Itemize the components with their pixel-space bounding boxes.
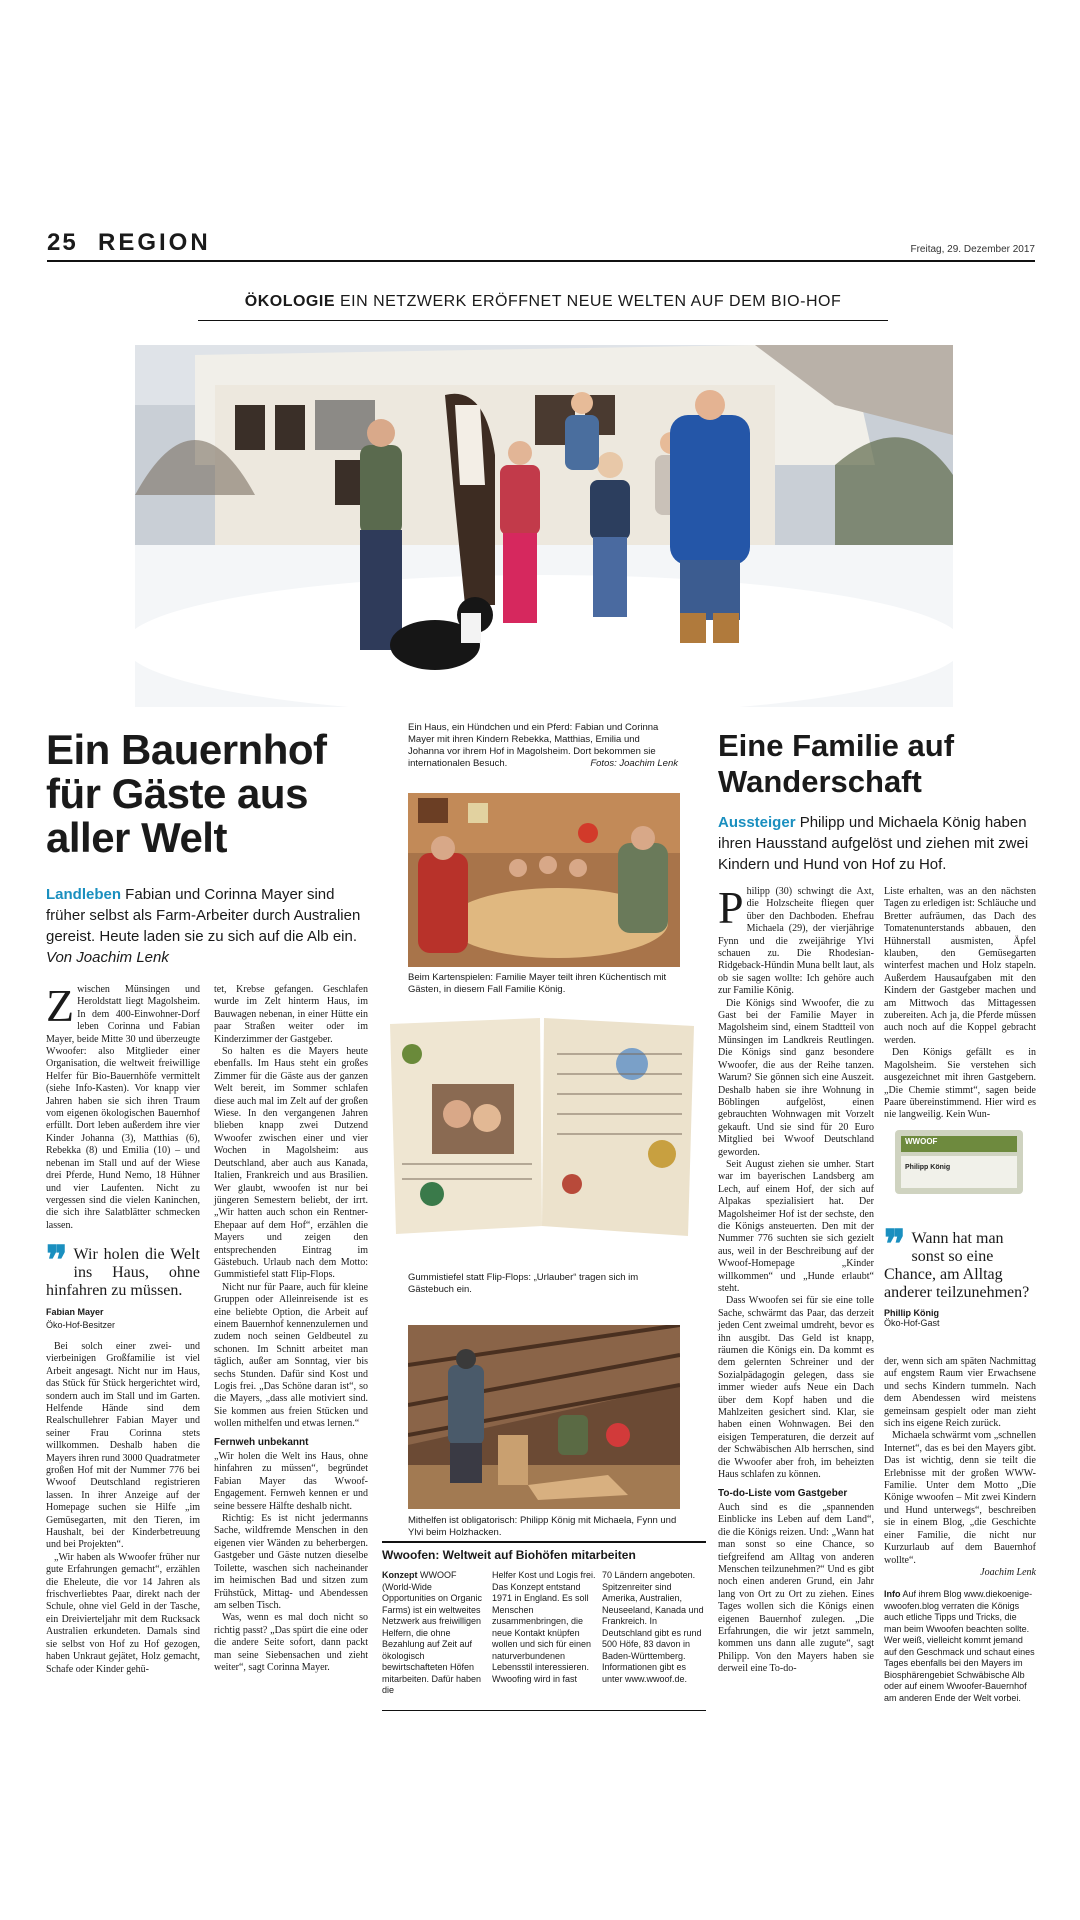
info-note (884, 1589, 1036, 1704)
dropcap: P (718, 882, 744, 933)
paragraph: So halten es die Mayers heute ebenfalls. Im Haus steht ein großes Zimmer für die Gäste aus der ganzen Welt bereit, im Sommer schlafen diese auch mal im Zelt auf der großen Wiese. In den vergangenen Jahren blieben knapp zwei Dutzend Wwoofer zwischen einer und vier Wochen in Magolsheim: aus Deutschland, aber auch aus Kanada, Italien, Frankreich und aus Brasilien. Wer glaubt, wwoofen ist nur bei jüngeren Semestern beliebt, der irrt. „Wir hatten auch schon ein Rentner-Ehepaar auf dem Hof“, erzählen die Mayers und zeigen den entsprechenden Eintrag im Gästebuch. Urlaub nach dem Motto: Gummistiefel statt Flip-Flops. (214, 1046, 368, 1281)
main-teaser (46, 884, 376, 968)
main-story-column-2 (214, 984, 368, 1674)
card-name: Philipp König (905, 1164, 951, 1171)
infobox-column-2: Helfer Kost und Logis frei. Das Konzept entstand 1971 in England. Es soll Menschen zusammenbringen, die neue Kontakt knüpfen wollen und sich für einen naturverbundenen Lebensstil interessieren. Wwoofing wird in fast (492, 1570, 596, 1684)
photo-wood-chopping (408, 1325, 680, 1509)
paragraph: Den Königs gefällt es in Magolsheim. Sie verstehen sich ausgezeichnet mit ihren Gastgebern. „Die Chemie stimmt“, sagen beide Paare übereinstimmend. Hier wird es nie langweilig. Kein Wun- (884, 1047, 1036, 1121)
infobox-title: Wwoofen: Weltweit auf Biohöfen mitarbeiten (382, 1548, 636, 1562)
kicker-topic: ÖKOLOGIE (244, 293, 335, 310)
info-text: Auf ihrem Blog www.diekoenige-wwoofen.blog verraten die Königs auch etliche Tipps und Tricks, die man beim Wwoofen beachten sollte. Wer weiß, vielleicht kommt jemand auf den Geschmack und schaut eines Tages ebenfalls bei den Mayers im Biosphärengebiet Schwäbische Alb oder auf einem Wwoofer-Bauernhof am anderen Ende der Welt vorbei. (884, 1589, 1035, 1703)
photo-guestbook (382, 1014, 702, 1240)
quote-text: Wir holen die Welt ins Haus, ohne hinfahren zu müssen. (46, 1246, 200, 1300)
second-story-column-2 (884, 886, 1036, 1122)
quote-author: Fabian Mayer (46, 1307, 104, 1318)
lead-keyword: Landleben (46, 886, 122, 903)
infobox-label: Konzept (382, 1570, 418, 1580)
second-teaser (718, 812, 1048, 875)
quote-role: Öko-Hof-Gast (884, 1318, 940, 1328)
quote-icon: ❞ (884, 1223, 906, 1267)
kicker-text: EIN NETZWERK ERÖFFNET NEUE WELTEN AUF DEM BIO-HOF (335, 293, 842, 310)
paragraph: Richtig: Es ist nicht jedermanns Sache, wildfremde Menschen in den eigenen vier Wänden zu beherbergen. Gastgeber und Gäste nutzen dieselbe Toilette, waschen sich nacheinander im heimischen Bad und sitzen zum Frühstück, Mittag- und Abendessen am selben Tisch. (214, 1513, 368, 1611)
lead-text: Philipp und Michaela König haben ihren Hausstand aufgelöst und ziehen mit zwei Kindern und Hund von Hof zu Hof. (718, 814, 1029, 873)
photo-credit: Fotos: Joachim Lenk (590, 758, 678, 769)
second-story-column-1 (718, 882, 874, 1676)
byline-end: Joachim Lenk (980, 1566, 1036, 1578)
main-headline: Ein Bauernhof für Gäste aus aller Welt (46, 726, 327, 861)
dropcap: Z (46, 980, 75, 1031)
infobox-rule-top (382, 1541, 706, 1543)
lead-text: Fabian und Corinna Mayer sind früher selbst als Farm-Arbeiter durch Australien gereist. Heute laden sie zu sich auf die Alb ein. (46, 886, 361, 945)
photo2-caption: Beim Kartenspielen: Familie Mayer teilt ihren Küchentisch mit Gästen, in diesem Fall Familie König. (408, 972, 667, 995)
paragraph: Michaela schwärmt vom „schnellen Internet“, das es bei den Mayers gibt. Das ist wichtig, denn sie teilt die Erlebnisse mit der großen WWW-Familie. Unter dem Motto „Die Könige wwoofen – Mit zwei Kindern und Hund unterwegs“, beschreiben sie in einem Blog, „die Geschichte einer Familie, die nicht nur Kurzurlaub auf dem Bauernhof wollte“. (884, 1430, 1036, 1566)
main-photo-family-farm (135, 345, 953, 707)
photo3-caption: Gummistiefel statt Flip-Flops: „Urlauber“ tragen sich im Gästebuch ein. (408, 1272, 639, 1295)
section-title: REGION (98, 229, 211, 256)
photo4-caption: Mithelfen ist obligatorisch: Philipp König mit Michaela, Fynn und Ylvi beim Holzhacken. (408, 1515, 677, 1538)
card-brand: WWOOF (905, 1137, 938, 1146)
paragraph: Liste erhalten, was an den nächsten Tagen zu erledigen ist: Schläuche und Bretter aufräumen, das Dach des Tomatenunterstands abbauen, den Hühnerstall ausmisten, Äpfel klauben, den Gemüsegarten winterfest machen und Holz stapeln. Außerdem Hausaufgaben mit den Kindern der Gastgeber machen und am Mittwoch das Mittagessen zubereiten. Ach ja, die Pferde müssen auch noch auf die Koppel gebracht werden. (884, 886, 1036, 1046)
paragraph: der, wenn sich am späten Nachmittag auf engstem Raum vier Erwachsene und sechs Kindern tummeln. Nach dem Abendessen wird meistens gemeinsam gespielt oder man zieht sich ins eigene Reich zurück. (884, 1356, 1036, 1430)
paragraph: Die Königs sind Wwoofer, die zu Gast bei der Familie Mayer in Magolsheim sind, einem Stadtteil von Münsingen im Landkreis Reutlingen. Die Königs sind ganz besondere Wwoofer, die aus der Reihe tanzen. Warum? Sie gönnen sich eine Auszeit. Deshalb haben sie ihre Wohnung in Böblingen aufgelöst, einen gebrauchten Wohnwagen mit Vorzelt gekauft. Und sie sind für 20 Euro Mitglied bei Wwoof Deutschland geworden. (718, 997, 874, 1158)
paragraph: tet, Krebse gefangen. Geschlafen wurde im Zelt hinterm Haus, im Bauwagen nebenan, in einer Hütte ein paar Straßen weiter oder im Kinderzimmer der Gastgeber. (214, 984, 368, 1045)
paragraph: „Wir holen die Welt ins Haus, ohne hinfahren zu müssen“, begründet Fabian Mayer das Wwoof-Engagement. Fernweh kennen er und seine bessere Hälfte deshalb nicht. (214, 1451, 368, 1512)
infobox-column-3: 70 Ländern angeboten. Spitzenreiter sind Amerika, Australien, Neuseeland, Kanada und Frankreich. In Deutschland gibt es rund 500 Höfe, 83 davon in Baden-Württemberg. Informationen gibt es unter www.wwoof.de. (602, 1570, 704, 1684)
photo-card-game (408, 793, 680, 967)
subheading: Fernweh unbekannt (214, 1436, 309, 1448)
photo-membership-card (895, 1130, 1023, 1194)
paragraph: wischen Münsingen und Heroldstatt liegt Magolsheim. In dem 400-Einwohner-Dorf leben Corinna und Fabian Mayer, beide Mitte 30 und überzeugte Wwoofer: also Mitglieder einer Organisation, die weltweit freiwillige Helfer für Bio-Bauernhöfe vermittelt (siehe Info-Kasten). Vor knapp vier Jahren haben sie sich ihren Traum vom eigenen ökologischen Bauernhof erfüllt. Dort leben außerdem ihre vier Kinder Johanna (3), Matthias (6), Rebekka (8) und Emilia (10) – und nebenan im Stall und auf der Wiese drei Pferde, Hund Nemo, 18 Hühner und vier Laufenten. Nicht zu vergessen sind die vielen Kaninchen, die sich ihre Salatblätter schmecken lassen. (46, 984, 200, 1231)
header-rule (47, 260, 1035, 262)
second-headline: Eine Familie auf Wanderschaft (718, 728, 955, 799)
paragraph: Bei solch einer zwei- und vierbeinigen Großfamilie ist viel Arbeit angesagt. Nicht nur im Haus, das Stück für Stück hergerichtet wird, sondern auch im Stall und im Garten. Helfende Hände sind dem Realschullehrer Fabian Mayer und seiner Frau Corinna stets willkommen. Deshalb haben die Mayers ihren rund 3000 Quadratmeter großen Hof mit der Nummer 776 bei Wwoof Deutschland registrieren lassen. In ihrer Anzeige auf der Homepage suchen sie Hilfe „im Gemüsegarten, mit den Tieren, im Haushalt, bei der Kinderbetreuung und bei Projekten“. (46, 1340, 200, 1551)
quote-text: Wann hat man sonst so eine Chance, am Alltag anderer teilzunehmen? (884, 1230, 1030, 1301)
paragraph: Auch sind es die „spannenden Einblicke ins Leben auf dem Land“, die die Königs reizen. Und: „Wann hat man sonst so eine Chance, so tiefgreifend am Alltag von anderen Menschen teilzunehmen?“ Und es gibt noch einen anderen Grund, ein Jahr lang von Ort zu Ort zu ziehen. Eines Tages wollen sich die Königs einen eigenen Bauernhof zulegen. „Die Erfahrungen, die wir jetzt sammeln, kommen uns dann alle zugute“, sagt Philipp. Von den Mayers haben sie derweil eine To-do- (718, 1501, 874, 1675)
pull-quote (884, 1223, 1036, 1328)
paragraph: „Wir haben als Wwoofer früher nur gute Erfahrungen gemacht“, erzählen die Eheleute, die vor 14 Jahren als frischverliebtes Paar, direkt nach der Schule, ohne viel Geld in der Tasche, ein Dreivierteljahr mit dem Rucksack Australien erkundeten. Damals sind sie selbst von Hof zu Hof gezogen, haben Unkraut gejätet, Holz gemacht, Schafe oder Kinder gehü- (46, 1551, 200, 1675)
paragraph: Nicht nur für Paare, auch für kleine Gruppen oder Alleinreisende ist es eine beliebte Option, die Arbeit auf einem Bauernhof kennenzulernen und zudem noch seinen Geldbeutel zu schonen. Im Schnitt arbeitet man täglich, außer am Sonntag, vier bis sechs Stunden. Dafür sind Kost und Logis frei. „Das Schöne daran ist“, so die Mayers, „dass alle motiviert sind. Sie kommen aus freien Stücken und wollen mithelfen und etwas lernen.“ (214, 1281, 368, 1430)
paragraph: hilipp (30) schwingt die Axt, die Holzscheite fliegen quer über den Dachboden. Ehefrau Michaela (29), der vierjährige Fynn und die zweijährige Ylvi schauen zu. Die Rhodesian-Ridgeback-Hündin Muna bellt laut, als ob sie sagen wollte: Ich gehöre auch zur Familie König. (718, 886, 874, 997)
second-story-column-2b (884, 1356, 1036, 1704)
info-label: Info (884, 1589, 901, 1600)
paragraph: Was, wenn es mal doch nicht so richtig passt? „Das spürt die eine oder die andere Seite sofort, dann packt man seine Siebensachen und zieht weiter“, sagt Corinna Mayer. (214, 1612, 368, 1673)
infobox-rule-bottom (382, 1710, 706, 1711)
quote-icon: ❞ (46, 1239, 68, 1284)
issue-date: Freitag, 29. Dezember 2017 (910, 244, 1035, 255)
quote-role: Öko-Hof-Besitzer (46, 1319, 116, 1330)
lead-keyword: Aussteiger (718, 814, 796, 831)
pull-quote (46, 1239, 200, 1331)
byline: Von Joachim Lenk (46, 949, 169, 966)
page-number: 25 (47, 229, 78, 256)
caption-text: Ein Haus, ein Hündchen und ein Pferd: Fabian und Corinna Mayer mit ihren Kindern Rebekka, Matthias, Emilia und Johanna vor ihrem Hof in Magolsheim. Dort bekommen sie internationalen Besuch. (408, 722, 659, 769)
main-photo-caption (408, 722, 678, 770)
infobox-column-1 (382, 1570, 486, 1697)
quote-author: Phillip König (884, 1308, 939, 1318)
page-kicker (198, 293, 888, 311)
paragraph: Seit August ziehen sie umher. Start war im bayerischen Landsberg am Lech, auf einem Hof, der sich auf Alpakas spezialisiert hat. Der Magolsheimer Hof ist der sechste, den die Königs ansteuerten. Den mit der Nummer 776 suchten sie sich gezielt aus, weil in der Beschreibung auf der Wwoof-Homepage „Kinder willkommen“ und „Hunde erlaubt“ steht. (718, 1158, 874, 1294)
infobox-text: WWOOF (World-Wide Opportunities on Organic Farms) ist ein weltweites Netzwerk aus freiwilligen Helfern, die ohne Bezahlung auf Zeit auf ökologisch bewirtschafteten Höfen mitarbeiten. Dafür haben die (382, 1570, 483, 1695)
kicker-rule (198, 320, 888, 321)
paragraph: Dass Wwoofen sei für sie eine tolle Sache, schwärmt das Paar, das derzeit jeden Cent zweimal umdreht, bevor es ihn ausgibt. Das Geld ist knapp, räumen die Königs ein. Da kommt es dem gelernten Schreiner und der Sozialpädagogin gelegen, dass sie immer wieder aufs Neue ein Dach über dem Kopf haben und die Mahlzeiten gesichert sind. Klar, sie haben einen Wohnwagen. Bei den eisigen Temperaturen, die derzeit auf der Schwäbischen Alb herrschen, sind die Wwoofer aber froh, im beheizten Haus schlafen zu können. (718, 1295, 874, 1481)
main-story-column-1 (46, 980, 200, 1676)
subheading: To-do-Liste vom Gastgeber (718, 1487, 848, 1499)
